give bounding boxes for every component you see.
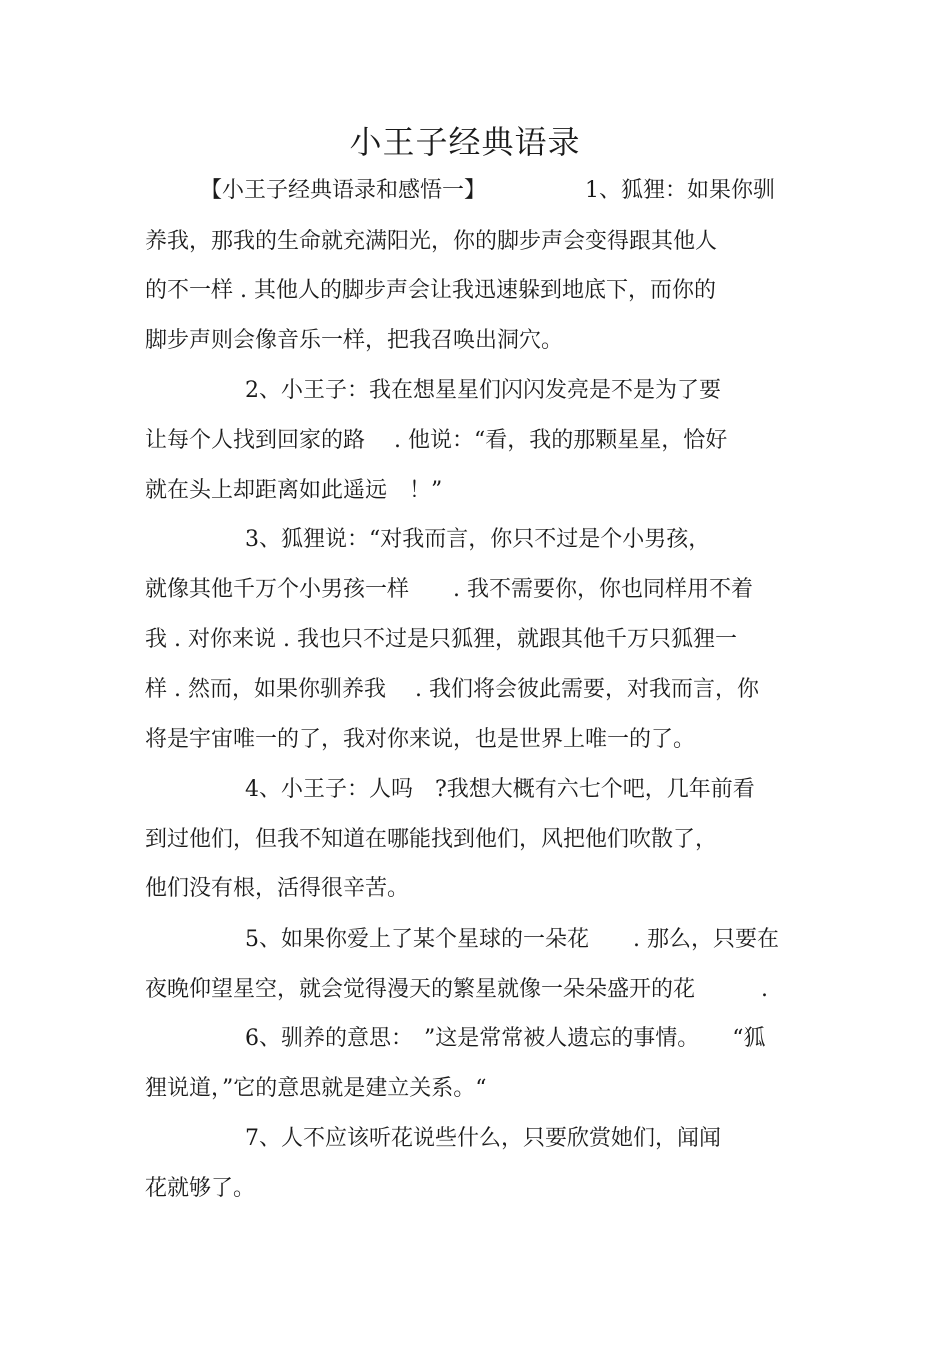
paragraph-line: 狸说道，”它的意思就是建立关系。“: [145, 1076, 487, 1101]
paragraph-line: 1、狐狸：如果你驯: [585, 178, 775, 203]
paragraph-line: 让每个人找到回家的路 . 他说：“看，我的那颗星星，恰好: [145, 428, 728, 453]
paragraph-line: 夜晚仰望星空，就会觉得漫天的繁星就像一朵朵盛开的花 .: [145, 977, 768, 1002]
paragraph-line: 6、驯养的意思： ”这是常常被人遗忘的事情。 “狐: [245, 1026, 766, 1051]
paragraph-line: 样 . 然而，如果你驯养我 . 我们将会彼此需要，对我而言，你: [145, 677, 759, 702]
paragraph-line: 养我，那我的生命就充满阳光，你的脚步声会变得跟其他人: [145, 229, 718, 254]
paragraph-line: 我 . 对你来说 . 我也只不过是只狐狸，就跟其他千万只狐狸一: [145, 627, 737, 652]
document-title: 小王子经典语录: [349, 123, 581, 161]
paragraph-line: 2、小王子：我在想星星们闪闪发亮是不是为了要: [245, 378, 721, 403]
paragraph-line: 就在头上却距离如此遥远 ！”: [145, 478, 443, 503]
paragraph-line: 的不一样 . 其他人的脚步声会让我迅速躲到地底下，而你的: [145, 278, 716, 303]
paragraph-line: 花就够了。: [145, 1176, 256, 1201]
paragraph-line: 就像其他千万个小男孩一样 . 我不需要你，你也同样用不着: [145, 577, 753, 602]
paragraph-line: 7、人不应该听花说些什么，只要欣赏她们，闻闻: [245, 1126, 721, 1151]
paragraph-line: 4、小王子：人吗 ?我想大概有六七个吧，几年前看: [245, 777, 755, 802]
section-heading: 【小王子经典语录和感悟一】: [200, 178, 487, 203]
paragraph-line: 将是宇宙唯一的了，我对你来说，也是世界上唯一的了。: [145, 727, 696, 752]
paragraph-line: 脚步声则会像音乐一样，把我召唤出洞穴。: [145, 328, 564, 353]
paragraph-line: 3、狐狸说：“对我而言，你只不过是个小男孩，: [245, 527, 711, 552]
paragraph-line: 到过他们，但我不知道在哪能找到他们，风把他们吹散了，: [145, 827, 718, 852]
paragraph-line: 5、如果你爱上了某个星球的一朵花 . 那么，只要在: [245, 927, 779, 952]
paragraph-line: 他们没有根，活得很辛苦。: [145, 876, 410, 901]
